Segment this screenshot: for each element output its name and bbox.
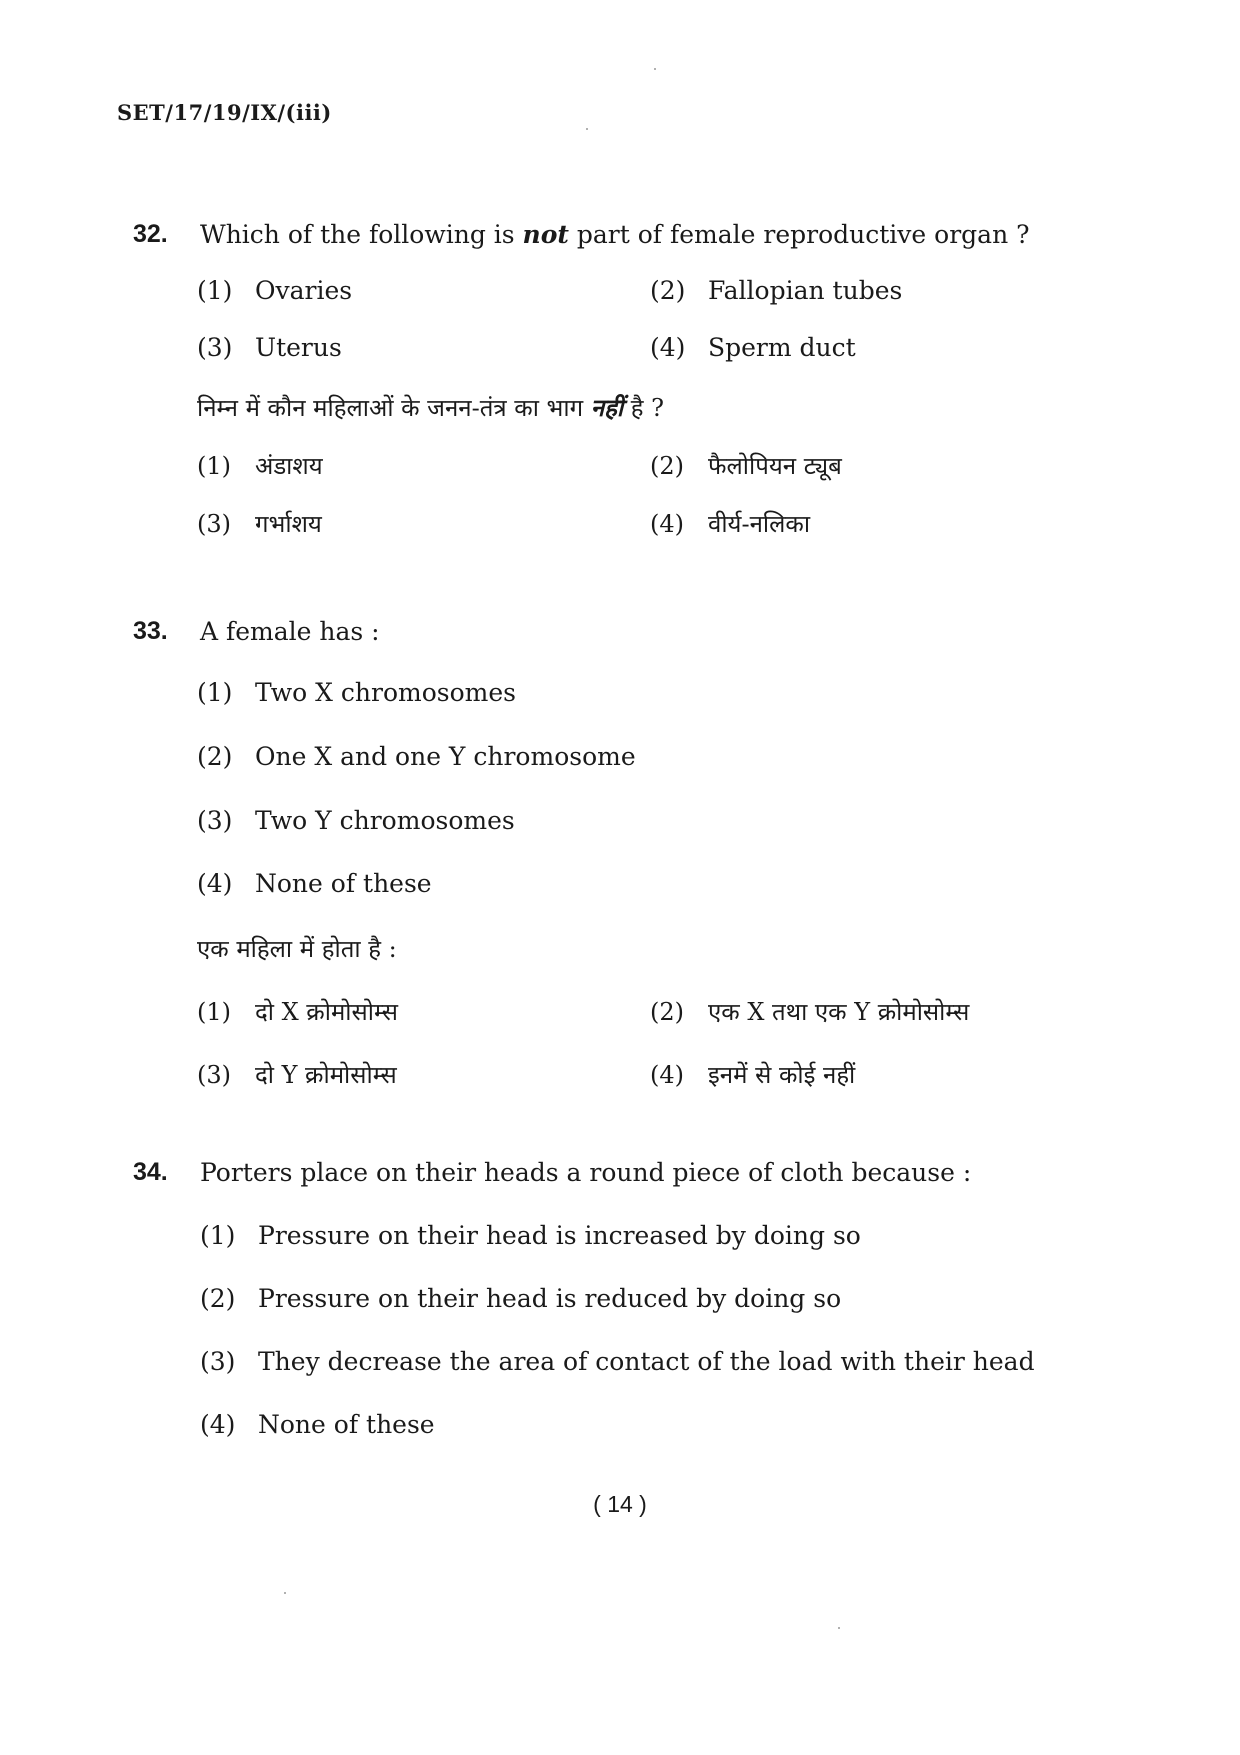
option-number: (1)	[200, 1221, 236, 1250]
option-number: (2)	[200, 1284, 236, 1313]
option-number: (1)	[197, 276, 233, 305]
q32-option-1-en[interactable]	[197, 276, 352, 305]
option-number: (1)	[197, 452, 231, 480]
option-number: (3)	[197, 333, 233, 362]
option-text: None of these	[258, 1410, 435, 1439]
q34-option-4-en[interactable]	[200, 1410, 435, 1439]
option-text: इनमें से कोई नहीं	[708, 1061, 856, 1089]
q32-option-2-hi[interactable]	[650, 449, 842, 482]
q32-option-3-en[interactable]	[197, 333, 342, 362]
option-text: None of these	[255, 869, 432, 898]
q33-option-4-hi[interactable]	[650, 1058, 855, 1091]
question-text-part: है ?	[623, 394, 664, 422]
option-text: एक X तथा एक Y क्रोमोसोम्स	[708, 998, 970, 1026]
option-text: गर्भाशय	[255, 510, 322, 538]
q32-option-1-hi[interactable]	[197, 449, 323, 482]
q33-option-1-en[interactable]	[197, 678, 516, 707]
option-number: (4)	[200, 1410, 236, 1439]
option-number: (2)	[650, 998, 684, 1026]
option-number: (3)	[197, 510, 231, 538]
option-number: (4)	[197, 869, 233, 898]
scan-speck	[284, 1592, 286, 1594]
option-number: (3)	[197, 806, 233, 835]
option-number: (4)	[650, 1061, 684, 1089]
exam-set-code: SET/17/19/IX/(iii)	[117, 100, 332, 125]
question-text-emphasis: not	[522, 220, 569, 249]
question-number: 32.	[133, 220, 168, 248]
q32-option-3-hi[interactable]	[197, 507, 322, 540]
option-number: (3)	[200, 1347, 236, 1376]
option-number: (4)	[650, 333, 686, 362]
option-text: They decrease the area of contact of the load with their head	[258, 1347, 1035, 1376]
q33-option-2-en[interactable]	[197, 742, 636, 771]
option-text: Two X chromosomes	[255, 678, 516, 707]
option-number: (2)	[650, 276, 686, 305]
q32-option-2-en[interactable]	[650, 276, 902, 305]
q32-hindi-text	[197, 391, 664, 424]
q33-hindi-text	[197, 932, 397, 965]
option-text: Fallopian tubes	[708, 276, 903, 305]
option-text: Sperm duct	[708, 333, 856, 362]
q34-option-1-en[interactable]	[200, 1221, 861, 1250]
option-text: Two Y chromosomes	[255, 806, 515, 835]
question-text-part: एक महिला में होता है :	[197, 935, 397, 963]
option-number: (2)	[197, 742, 233, 771]
option-text: One X and one Y chromosome	[255, 742, 636, 771]
q33-option-3-hi[interactable]	[197, 1058, 397, 1091]
option-text: Pressure on their head is reduced by doing so	[258, 1284, 842, 1313]
question-text: Porters place on their heads a round piece of cloth because :	[200, 1158, 972, 1187]
option-text: Ovaries	[255, 276, 353, 305]
option-number: (1)	[197, 998, 231, 1026]
q32-option-4-en[interactable]	[650, 333, 856, 362]
option-text: दो Y क्रोमोसोम्स	[255, 1061, 397, 1089]
question-text-emphasis: नहीं	[590, 393, 624, 422]
q33-option-4-en[interactable]	[197, 869, 432, 898]
scan-speck	[586, 128, 588, 130]
q32-option-4-hi[interactable]	[650, 507, 810, 540]
option-number: (2)	[650, 452, 684, 480]
q33-option-3-en[interactable]	[197, 806, 515, 835]
option-text: अंडाशय	[255, 452, 323, 480]
question-text-part: Which of the following is	[200, 220, 523, 249]
question-text-part: निम्न में कौन महिलाओं के जनन-तंत्र का भाग	[197, 394, 591, 422]
scan-speck	[838, 1627, 840, 1629]
q34-option-3-en[interactable]	[200, 1347, 1035, 1376]
option-text: वीर्य-नलिका	[708, 510, 811, 538]
option-text: फैलोपियन ट्यूब	[708, 452, 842, 480]
question-number: 34.	[133, 1158, 168, 1186]
question-text: A female has :	[200, 617, 380, 646]
q33-option-2-hi[interactable]	[650, 995, 969, 1028]
option-text: दो X क्रोमोसोम्स	[255, 998, 398, 1026]
option-text: Pressure on their head is increased by doing so	[258, 1221, 861, 1250]
option-number: (3)	[197, 1061, 231, 1089]
option-text: Uterus	[255, 333, 342, 362]
question-number: 33.	[133, 617, 168, 645]
scan-speck	[654, 68, 656, 70]
page-number: ( 14 )	[593, 1491, 647, 1517]
q34-option-2-en[interactable]	[200, 1284, 841, 1313]
option-number: (4)	[650, 510, 684, 538]
question-text	[200, 220, 1030, 249]
q33-option-1-hi[interactable]	[197, 995, 398, 1028]
option-number: (1)	[197, 678, 233, 707]
question-text-part: part of female reproductive organ ?	[568, 220, 1030, 249]
